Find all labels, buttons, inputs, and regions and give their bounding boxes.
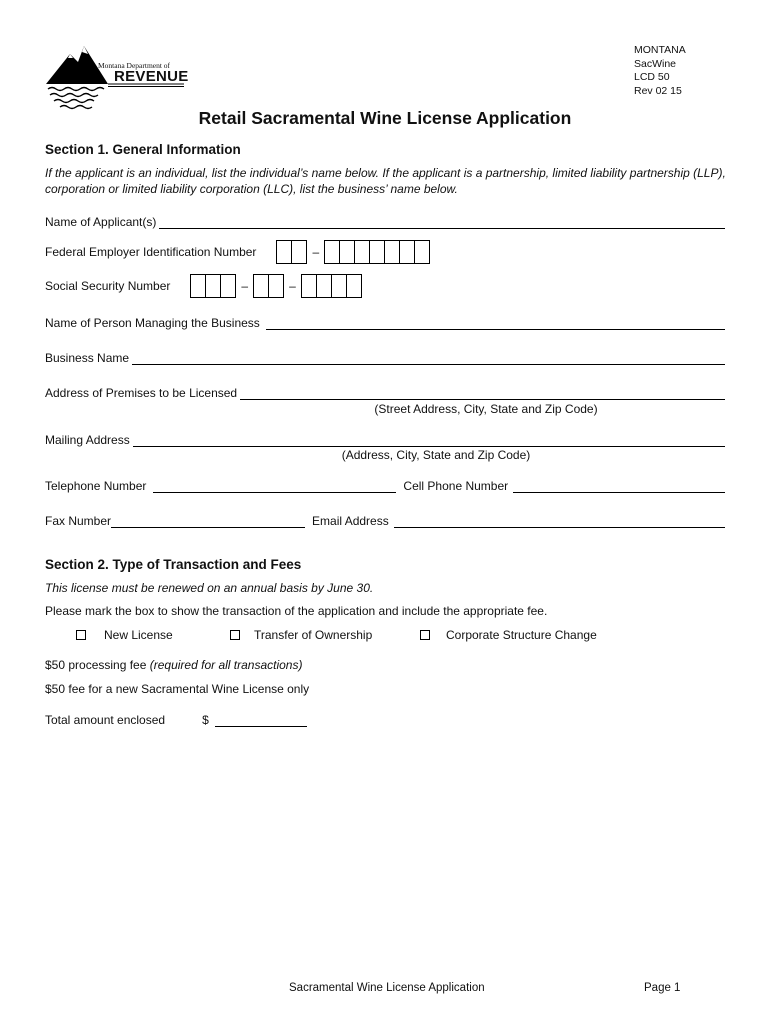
corporate-change-checkbox[interactable]	[420, 630, 430, 640]
logo-agency-small: Montana Department of	[98, 61, 171, 70]
fax-email-row	[45, 513, 725, 528]
processing-fee-line	[45, 658, 302, 672]
premises-address-label: Address of Premises to be Licensed	[45, 386, 238, 400]
mailing-address-field[interactable]	[133, 432, 725, 447]
section-1-heading: Section 1. General Information	[45, 142, 241, 157]
email-field[interactable]	[394, 513, 725, 528]
applicant-name-row	[45, 214, 725, 229]
page-number: Page 1	[644, 982, 681, 994]
cell-phone-label: Cell Phone Number	[403, 479, 509, 493]
premises-address-row	[45, 385, 725, 400]
mailing-address-caption: (Address, City, State and Zip Code)	[341, 448, 531, 462]
currency-symbol: $	[202, 713, 209, 727]
fax-label: Fax Number	[45, 514, 112, 528]
new-license-label: New License	[104, 628, 173, 642]
corporate-change-label: Corporate Structure Change	[446, 628, 597, 642]
fein-dash: –	[312, 245, 320, 259]
managing-person-field[interactable]	[266, 315, 725, 330]
fein-prefix-boxes[interactable]	[276, 240, 307, 264]
ssn-dash-1: –	[241, 279, 249, 293]
total-amount-field[interactable]	[215, 712, 307, 727]
ssn-row	[45, 274, 362, 298]
business-name-field[interactable]	[132, 350, 725, 365]
managing-person-row	[45, 315, 725, 330]
form-id-code: SacWine	[634, 57, 677, 70]
processing-fee-note: (required for all transactions)	[149, 658, 303, 672]
mailing-address-label: Mailing Address	[45, 433, 130, 447]
section-2-heading: Section 2. Type of Transaction and Fees	[45, 557, 302, 572]
option-new-license[interactable]	[76, 628, 173, 642]
logo-agency-big: REVENUE	[114, 68, 189, 85]
section-1-intro: If the applicant is an individual, list the individual’s name below. If the applicant is a partnership, limited liability partnership (LLP), corporation or limited liability corporation (LLC), list the business’ name below.	[45, 166, 726, 196]
business-name-row	[45, 350, 725, 365]
applicant-name-field[interactable]	[159, 214, 725, 229]
telephone-label: Telephone Number	[45, 479, 147, 493]
total-label: Total amount enclosed	[45, 713, 166, 727]
cell-phone-field[interactable]	[513, 478, 725, 493]
transaction-instruction: Please mark the box to show the transaction of the application and include the appropriate fee.	[45, 604, 548, 618]
footer-title: Sacramental Wine License Application	[289, 982, 485, 994]
option-corporate-change[interactable]	[420, 628, 597, 642]
ssn-group-boxes[interactable]	[253, 274, 284, 298]
form-id-revision: Rev 02 15	[634, 84, 682, 97]
option-transfer-ownership[interactable]	[230, 628, 372, 642]
renewal-note: This license must be renewed on an annual basis by June 30.	[45, 581, 374, 595]
transfer-ownership-label: Transfer of Ownership	[254, 628, 373, 642]
form-identifier	[634, 44, 686, 98]
telephone-field[interactable]	[153, 478, 396, 493]
form-id-lcd: LCD 50	[634, 71, 670, 83]
phone-row	[45, 478, 725, 493]
email-label: Email Address	[312, 514, 389, 528]
page-title: Retail Sacramental Wine License Application	[198, 108, 572, 128]
transfer-ownership-checkbox[interactable]	[230, 630, 240, 640]
form-id-state: MONTANA	[634, 44, 686, 56]
mailing-address-row	[45, 432, 725, 447]
fein-label: Federal Employer Identification Number	[45, 245, 257, 259]
new-license-checkbox[interactable]	[76, 630, 86, 640]
ssn-serial-boxes[interactable]	[301, 274, 362, 298]
fein-row	[45, 240, 430, 264]
total-row	[45, 712, 307, 727]
processing-fee-text: $50 processing fee	[45, 658, 150, 672]
premises-address-caption: (Street Address, City, State and Zip Code)	[374, 402, 598, 416]
license-fee-line: $50 fee for a new Sacramental Wine License only	[45, 682, 310, 696]
managing-person-label: Name of Person Managing the Business	[45, 316, 260, 330]
fax-field[interactable]	[111, 513, 305, 528]
ssn-dash-2: –	[289, 279, 296, 293]
business-name-label: Business Name	[45, 351, 130, 365]
premises-address-field[interactable]	[240, 385, 725, 400]
ssn-area-boxes[interactable]	[190, 274, 236, 298]
fein-suffix-boxes[interactable]	[324, 240, 430, 264]
ssn-label: Social Security Number	[45, 279, 171, 293]
applicant-name-label: Name of Applicant(s)	[45, 215, 157, 229]
